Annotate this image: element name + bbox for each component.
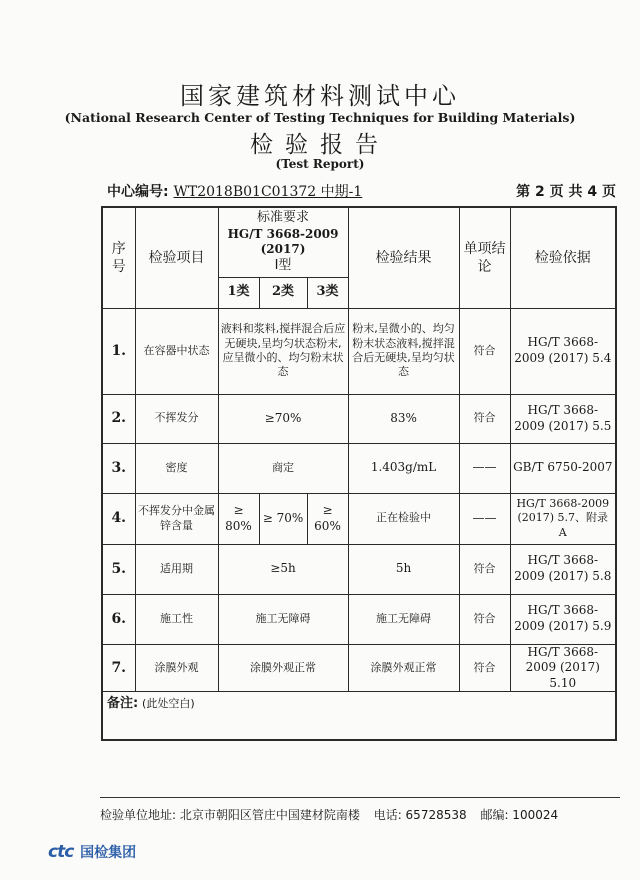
row-basis: HG/T 3668-2009 (2017) 5.7、附录 A bbox=[510, 493, 616, 544]
center-number bbox=[107, 181, 362, 201]
table-header-row bbox=[102, 207, 616, 277]
row-conclusion: 符合 bbox=[459, 644, 510, 692]
row-item: 涂膜外观 bbox=[135, 644, 218, 692]
table-row bbox=[102, 594, 616, 644]
header-class3: 3类 bbox=[307, 277, 348, 308]
center-number-label: 中心编号: bbox=[107, 184, 169, 200]
table-row bbox=[102, 394, 616, 443]
row-basis: HG/T 3668-2009 (2017) 5.10 bbox=[510, 644, 616, 692]
header-conclusion: 单项结论 bbox=[459, 207, 510, 308]
row-standard-class2: ≥ 70% bbox=[259, 493, 307, 544]
row-no: 7. bbox=[102, 644, 135, 692]
row-no: 5. bbox=[102, 544, 135, 594]
header-std-line1: 标准要求 bbox=[257, 209, 310, 225]
row-standard: ≥5h bbox=[218, 544, 348, 594]
row-item: 密度 bbox=[135, 443, 218, 493]
report-title-cn: 检验报告 bbox=[250, 132, 390, 158]
header-std-line4: Ⅰ型 bbox=[274, 257, 292, 273]
row-item: 不挥发分 bbox=[135, 394, 218, 443]
footer-divider bbox=[100, 797, 620, 798]
row-no: 3. bbox=[102, 443, 135, 493]
header-item: 检验项目 bbox=[135, 207, 218, 308]
footer-address: 检验单位地址: 北京市朝阳区管庄中国建材院南楼 bbox=[100, 808, 360, 822]
header-basis: 检验依据 bbox=[510, 207, 616, 308]
row-result: 粉末,呈微小的、均匀粉末状态液料,搅拌混合后无硬块,呈均匀状态 bbox=[348, 308, 459, 394]
table-row bbox=[102, 644, 616, 692]
row-standard-class1: ≥ 80% bbox=[218, 493, 259, 544]
row-standard-class3: ≥ 60% bbox=[307, 493, 348, 544]
note-text: (此处空白) bbox=[142, 697, 195, 711]
row-item: 适用期 bbox=[135, 544, 218, 594]
row-standard: 商定 bbox=[218, 443, 348, 493]
report-title-en: (Test Report) bbox=[275, 157, 365, 171]
header-std-line3: (2017) bbox=[260, 242, 306, 257]
table-row bbox=[102, 493, 616, 544]
header-standard bbox=[218, 207, 348, 277]
row-basis: GB/T 6750-2007 bbox=[510, 443, 616, 493]
row-item: 施工性 bbox=[135, 594, 218, 644]
test-report-table bbox=[101, 206, 617, 741]
row-basis: HG/T 3668-2009 (2017) 5.5 bbox=[510, 394, 616, 443]
row-standard: 涂膜外观正常 bbox=[218, 644, 348, 692]
row-result: 涂膜外观正常 bbox=[348, 644, 459, 692]
institute-title-en: (National Research Center of Testing Techniques for Building Materials) bbox=[64, 110, 576, 125]
row-result: 5h bbox=[348, 544, 459, 594]
footer bbox=[100, 806, 568, 823]
header-class1: 1类 bbox=[218, 277, 259, 308]
row-conclusion: 符合 bbox=[459, 594, 510, 644]
logo-mark-icon: ctc bbox=[48, 842, 74, 862]
row-no: 2. bbox=[102, 394, 135, 443]
header-std-line2: HG/T 3668-2009 bbox=[227, 226, 339, 241]
footer-postcode: 邮编: 100024 bbox=[480, 808, 559, 822]
row-conclusion: 符合 bbox=[459, 544, 510, 594]
row-result: 83% bbox=[348, 394, 459, 443]
row-result: 正在检验中 bbox=[348, 493, 459, 544]
header-seq: 序号 bbox=[102, 207, 135, 308]
note-row bbox=[102, 692, 616, 740]
row-conclusion: —— bbox=[459, 443, 510, 493]
row-basis: HG/T 3668-2009 (2017) 5.8 bbox=[510, 544, 616, 594]
row-basis: HG/T 3668-2009 (2017) 5.4 bbox=[510, 308, 616, 394]
row-conclusion: 符合 bbox=[459, 394, 510, 443]
footer-phone: 电话: 65728538 bbox=[373, 808, 467, 822]
row-item: 不挥发分中金属锌含量 bbox=[135, 493, 218, 544]
header-result: 检验结果 bbox=[348, 207, 459, 308]
header-class2: 2类 bbox=[259, 277, 307, 308]
row-conclusion: —— bbox=[459, 493, 510, 544]
company-logo bbox=[48, 842, 136, 862]
row-standard: ≥70% bbox=[218, 394, 348, 443]
row-result: 施工无障碍 bbox=[348, 594, 459, 644]
table-row bbox=[102, 544, 616, 594]
logo-text: 国检集团 bbox=[80, 845, 137, 861]
row-standard: 液料和浆料,搅拌混合后应无硬块,呈均匀状态粉末,应呈微小的、均匀粉末状态 bbox=[218, 308, 348, 394]
institute-title-cn: 国家建筑材料测试中心 bbox=[180, 82, 460, 110]
row-no: 1. bbox=[102, 308, 135, 394]
row-conclusion: 符合 bbox=[459, 308, 510, 394]
row-result: 1.403g/mL bbox=[348, 443, 459, 493]
row-item: 在容器中状态 bbox=[135, 308, 218, 394]
row-no: 6. bbox=[102, 594, 135, 644]
table-row bbox=[102, 443, 616, 493]
note-label: 备注: bbox=[107, 696, 139, 712]
page-info: 第 2 页 共 4 页 bbox=[516, 184, 616, 200]
table-row bbox=[102, 308, 616, 394]
note-cell bbox=[102, 692, 616, 740]
center-number-value: WT2018B01C01372 中期-1 bbox=[173, 184, 363, 200]
row-standard: 施工无障碍 bbox=[218, 594, 348, 644]
row-no: 4. bbox=[102, 493, 135, 544]
row-basis: HG/T 3668-2009 (2017) 5.9 bbox=[510, 594, 616, 644]
